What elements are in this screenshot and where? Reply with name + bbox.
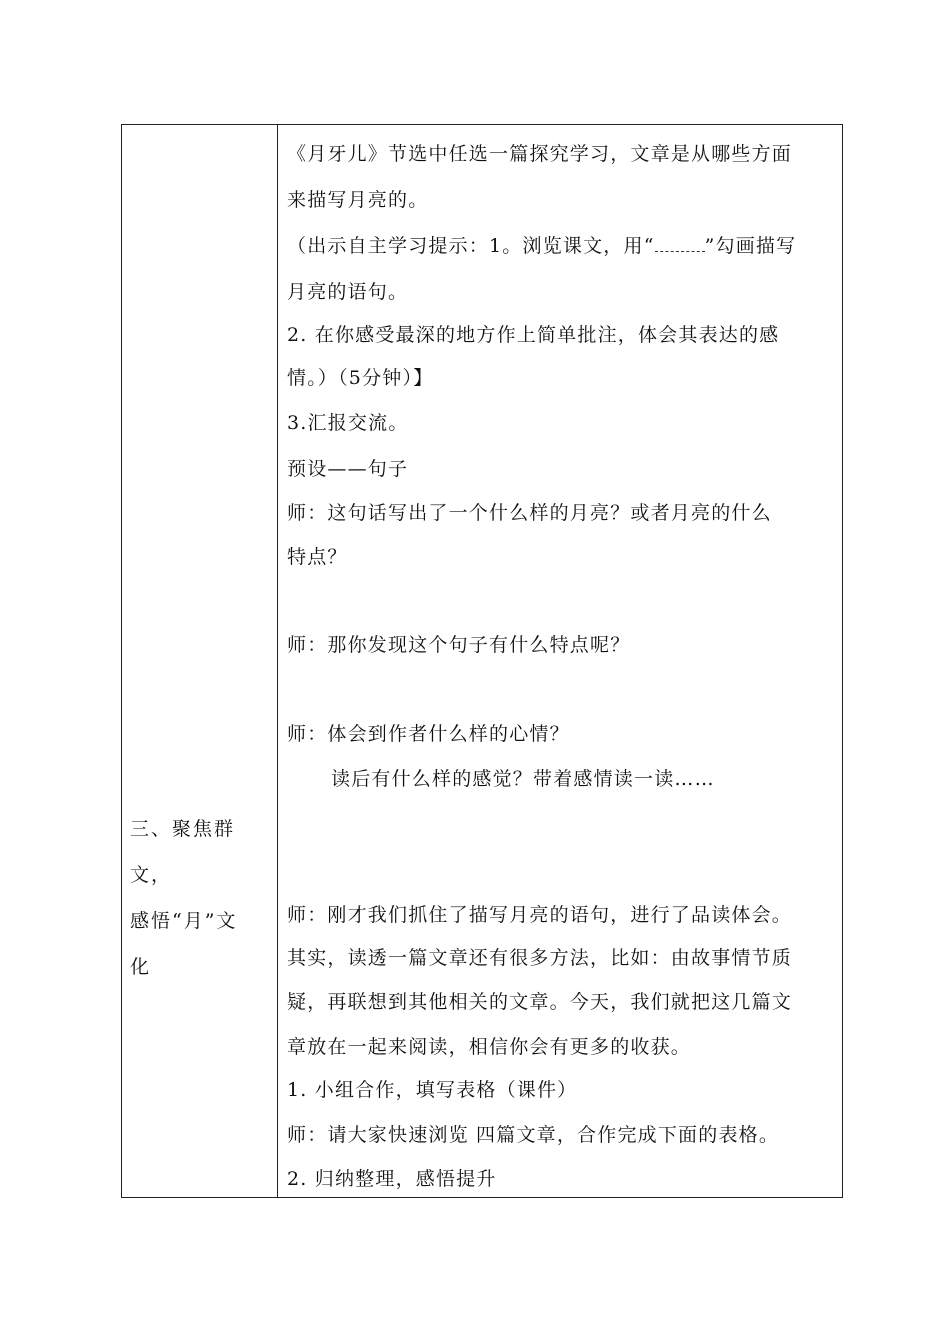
text-line: 1. 小组合作，填写表格（课件） [287, 1079, 578, 1101]
text-line: 疑，再联想到其他相关的文章。今天，我们就把这几篇文 [287, 991, 793, 1013]
content-cell [279, 125, 842, 1197]
text-line: 来描写月亮的。 [287, 189, 429, 211]
text-line: 其实，读透一篇文章还有很多方法，比如：由故事情节质 [287, 947, 793, 969]
section-cell [122, 125, 277, 1197]
text-line: 月亮的语句。 [287, 281, 409, 303]
text-line: 师：体会到作者什么样的心情？ [287, 723, 570, 745]
text-line: 师：请大家快速浏览 四篇文章，合作完成下面的表格。 [287, 1124, 780, 1146]
text-line: 2. 在你感受最深的地方作上简单批注，体会其表达的感 [287, 324, 780, 346]
text-line: 预设——句子 [287, 458, 409, 480]
text-line: 情。）（5分钟）】 [287, 367, 434, 389]
text-line: 读后有什么样的感觉？带着感情读一读…… [331, 768, 715, 790]
column-divider [277, 125, 278, 1197]
text-line: 《月牙儿》节选中任选一篇探究学习，文章是从哪些方面 [287, 143, 793, 165]
text-line [287, 233, 837, 259]
text-line: 师：这句话写出了一个什么样的月亮？或者月亮的什么 [287, 502, 772, 524]
text-line: 师：刚才我们抓住了描写月亮的语句，进行了品读体会。 [287, 904, 793, 926]
section-title-line: 化 [130, 956, 152, 978]
text-line: 章放在一起来阅读，相信你会有更多的收获。 [287, 1036, 692, 1058]
text-line: 2. 归纳整理，感悟提升 [287, 1168, 497, 1190]
text-line: 特点？ [287, 546, 348, 568]
text-fragment: （出示自主学习提示：1。浏览课文，用“ [287, 235, 655, 257]
section-title-line: 三、聚焦群文， [130, 818, 236, 886]
section-title-line: 感悟“月”文 [130, 910, 238, 932]
wavy-underline-mark [655, 237, 705, 252]
lesson-plan-table [121, 124, 843, 1198]
section-title [130, 806, 272, 990]
text-line: 3.汇报交流。 [287, 412, 409, 434]
text-fragment: ”勾画描写 [704, 235, 797, 257]
text-line: 师：那你发现这个句子有什么特点呢？ [287, 634, 631, 656]
